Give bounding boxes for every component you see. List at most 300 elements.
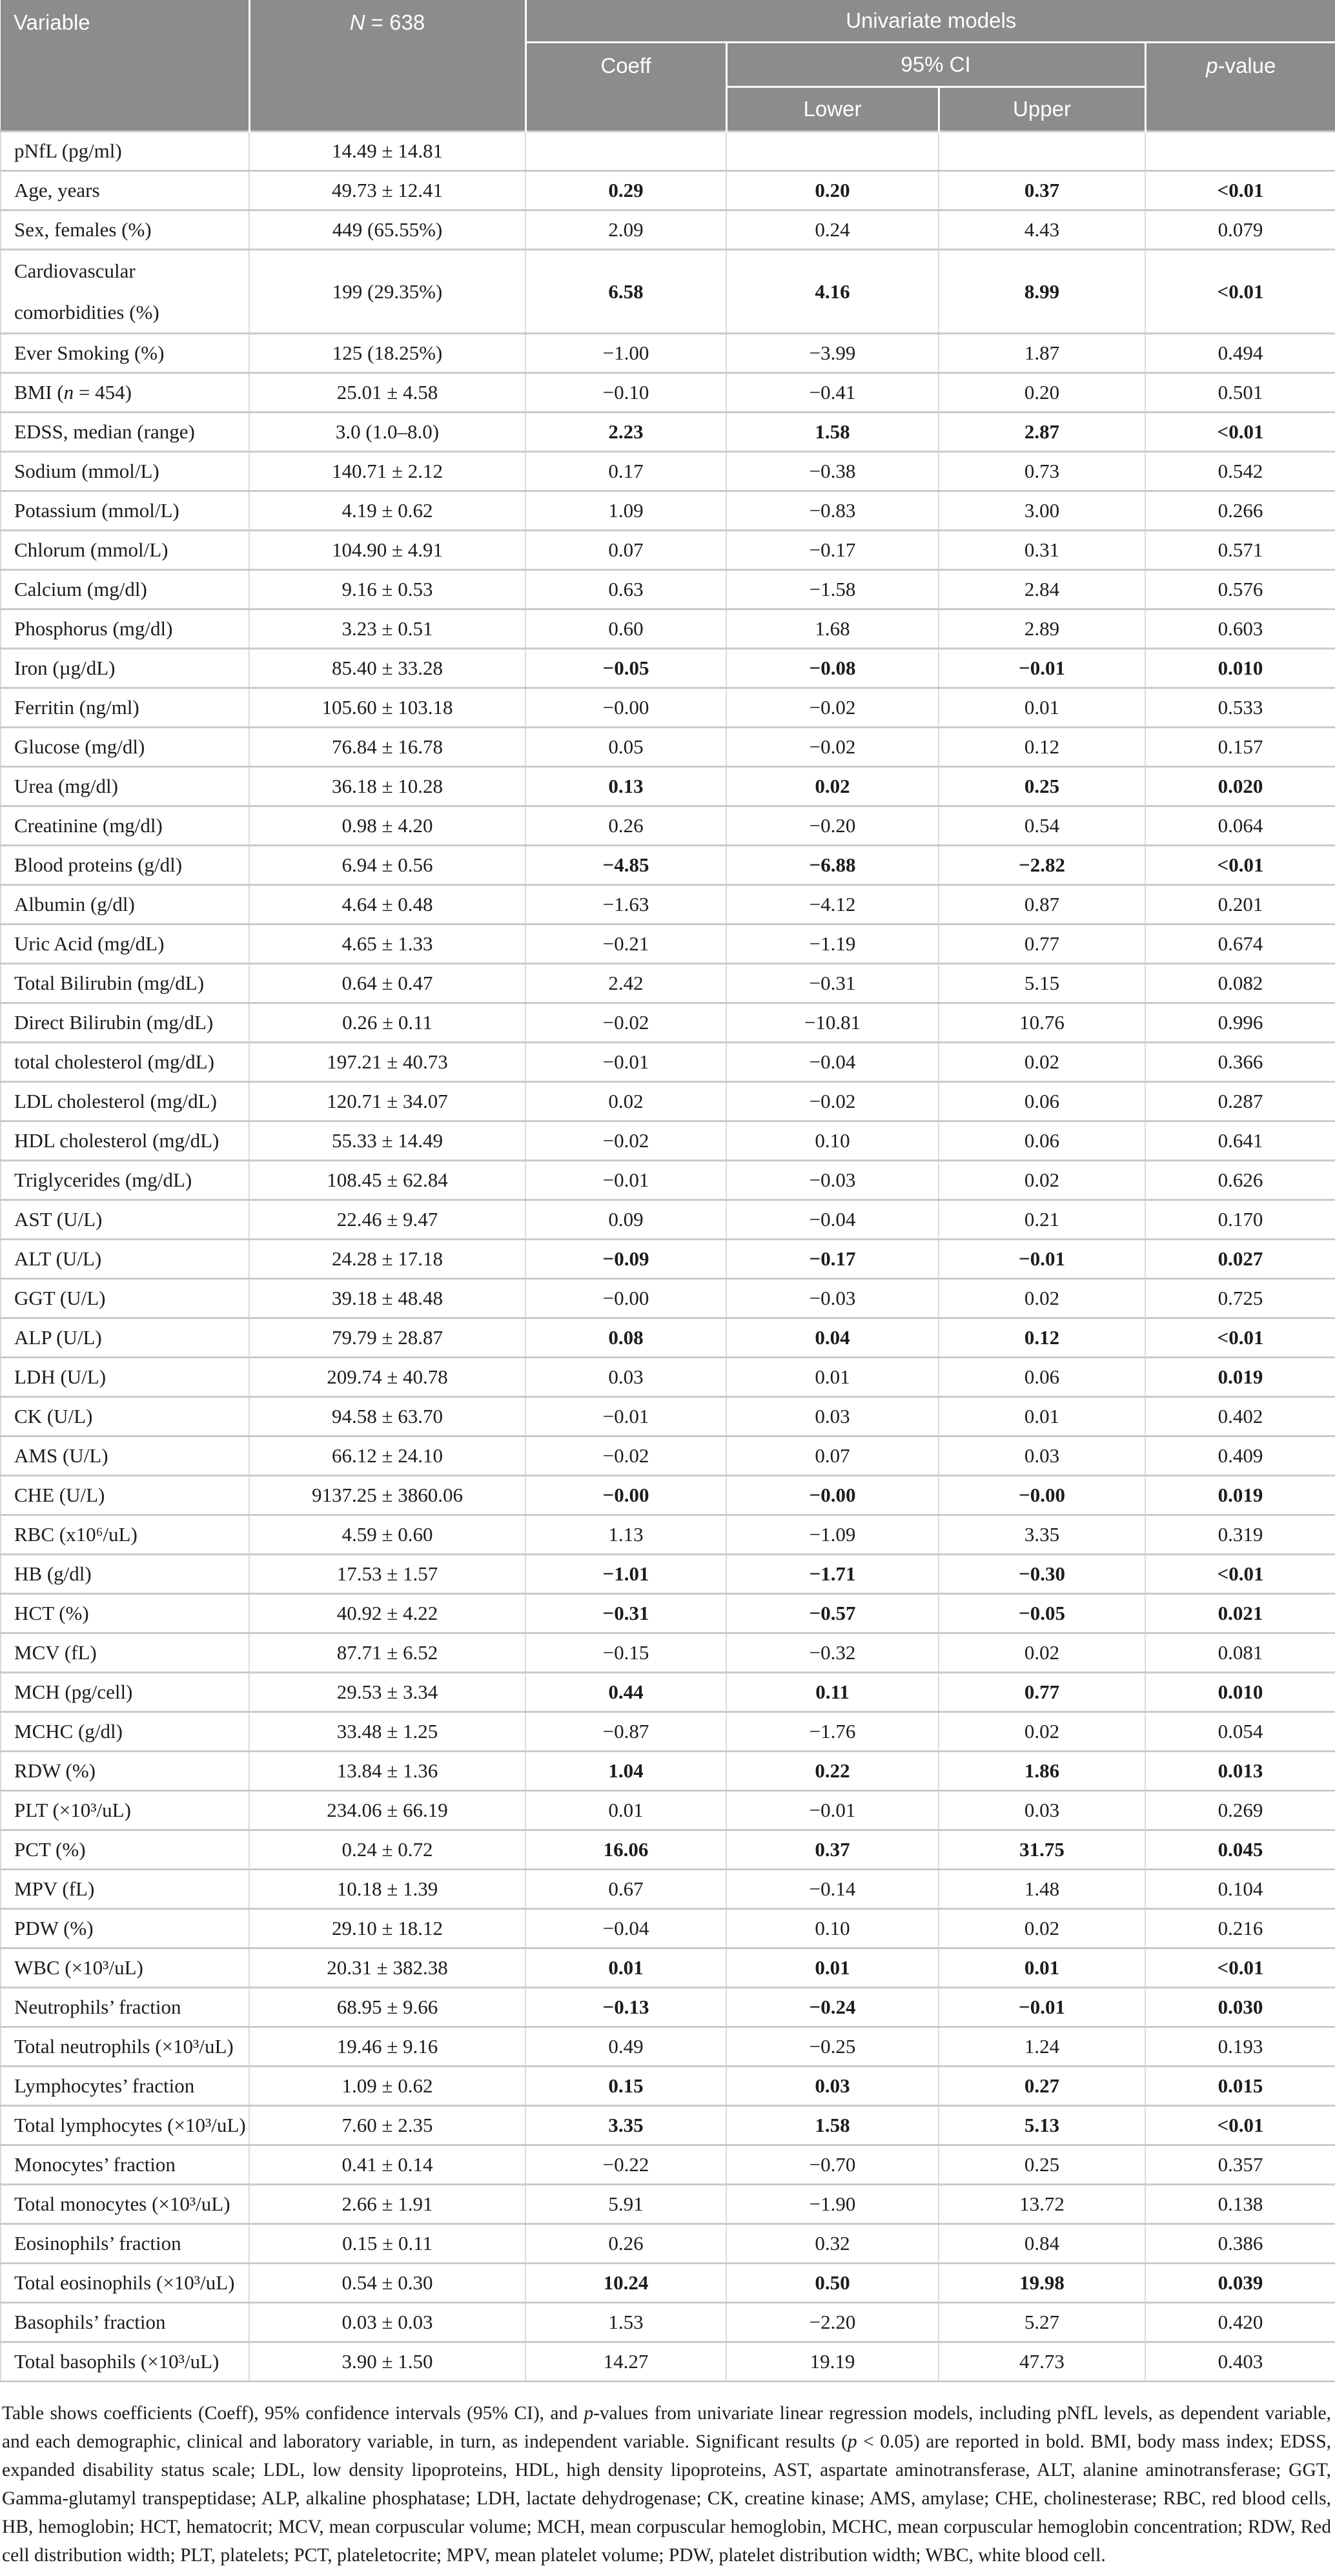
table-row [1,1830,1335,1870]
cell-variable: Total lymphocytes (×10³/uL) [1,2106,249,2145]
cell-variable: Iron (µg/dL) [1,649,249,688]
table-row [1,806,1335,846]
col-header-p-value: p-value [1145,43,1335,132]
cell-p: 0.054 [1145,1712,1335,1752]
cell-upper: −0.01 [939,649,1145,688]
cell-variable: ALT (U/L) [1,1240,249,1279]
cell-p: 0.201 [1145,885,1335,925]
cell-lower: 0.10 [726,1909,939,1948]
cell-p: 0.138 [1145,2185,1335,2224]
cell-p: 0.402 [1145,1397,1335,1436]
cell-variable: GGT (U/L) [1,1279,249,1318]
cell-coeff: 0.01 [525,1791,726,1830]
cell-p: 0.216 [1145,1909,1335,1948]
cell-upper: 0.02 [939,1633,1145,1673]
cell-coeff: 0.29 [525,171,726,210]
cell-lower: 0.50 [726,2264,939,2303]
cell-n: 13.84 ± 1.36 [249,1752,525,1791]
cell-upper: 1.86 [939,1752,1145,1791]
cell-variable: Chlorum (mmol/L) [1,531,249,570]
cell-upper: 1.48 [939,1870,1145,1909]
cell-coeff: 0.01 [525,1948,726,1988]
table-row [1,767,1335,806]
cell-n: 49.73 ± 12.41 [249,171,525,210]
cell-variable: Eosinophils’ fraction [1,2224,249,2264]
cell-coeff: −0.87 [525,1712,726,1752]
cell-variable: Uric Acid (mg/dL) [1,925,249,964]
cell-variable: Total monocytes (×10³/uL) [1,2185,249,2224]
cell-variable: MCHC (g/dl) [1,1712,249,1752]
cell-upper: 0.12 [939,1318,1145,1358]
cell-lower: −4.12 [726,885,939,925]
cell-upper: 0.02 [939,1909,1145,1948]
cell-lower: 0.20 [726,171,939,210]
cell-p: 0.193 [1145,2027,1335,2067]
cell-upper: 0.02 [939,1043,1145,1082]
cell-n: 40.92 ± 4.22 [249,1594,525,1633]
cell-n: 234.06 ± 66.19 [249,1791,525,1830]
table-row [1,2303,1335,2342]
table-row [1,1279,1335,1318]
cell-upper: 0.31 [939,531,1145,570]
cell-upper: 1.87 [939,334,1145,373]
cell-coeff: 0.09 [525,1200,726,1240]
cell-variable: Albumin (g/dl) [1,885,249,925]
cell-p: <0.01 [1145,413,1335,452]
cell-lower: 0.03 [726,1397,939,1436]
cell-upper: 0.06 [939,1121,1145,1161]
cell-p: 0.409 [1145,1436,1335,1476]
cell-lower [726,132,939,171]
cell-lower: −1.19 [726,925,939,964]
table-row [1,1515,1335,1555]
table-row [1,1240,1335,1279]
cell-n: 68.95 ± 9.66 [249,1988,525,2027]
cell-upper: 10.76 [939,1003,1145,1043]
cell-p: <0.01 [1145,250,1335,334]
cell-upper: −0.30 [939,1555,1145,1594]
cell-variable: MPV (fL) [1,1870,249,1909]
cell-n: 209.74 ± 40.78 [249,1358,525,1397]
cell-n: 17.53 ± 1.57 [249,1555,525,1594]
table-row [1,1161,1335,1200]
table-row [1,1121,1335,1161]
cell-upper: 0.03 [939,1436,1145,1476]
cell-n: 4.59 ± 0.60 [249,1515,525,1555]
cell-upper: 0.25 [939,2145,1145,2185]
cell-lower: 0.10 [726,1121,939,1161]
cell-p: 0.064 [1145,806,1335,846]
cell-p: 0.319 [1145,1515,1335,1555]
cell-variable: HCT (%) [1,1594,249,1633]
cell-lower: −0.04 [726,1043,939,1082]
cell-variable: RBC (x10⁶/uL) [1,1515,249,1555]
cell-lower: −0.38 [726,452,939,491]
cell-coeff: 0.13 [525,767,726,806]
cell-n: 87.71 ± 6.52 [249,1633,525,1673]
cell-lower: 1.58 [726,2106,939,2145]
cell-upper: 2.84 [939,570,1145,609]
cell-coeff: −0.01 [525,1161,726,1200]
cell-p: 0.571 [1145,531,1335,570]
cell-upper: 0.84 [939,2224,1145,2264]
table-row [1,132,1335,171]
cell-n: 39.18 ± 48.48 [249,1279,525,1318]
table-row [1,2264,1335,2303]
col-header-95ci: 95% CI [726,43,1145,87]
cell-coeff: 0.07 [525,531,726,570]
cell-lower: 0.37 [726,1830,939,1870]
cell-p: <0.01 [1145,1318,1335,1358]
table-row [1,1082,1335,1121]
cell-n: 79.79 ± 28.87 [249,1318,525,1358]
cell-upper: 0.01 [939,688,1145,728]
cell-variable: Calcium (mg/dl) [1,570,249,609]
cell-upper: 0.01 [939,1397,1145,1436]
cell-variable: Direct Bilirubin (mg/dL) [1,1003,249,1043]
cell-coeff: 0.44 [525,1673,726,1712]
table-row [1,1397,1335,1436]
cell-p: 0.104 [1145,1870,1335,1909]
cell-p: 0.030 [1145,1988,1335,2027]
cell-lower: −1.90 [726,2185,939,2224]
cell-coeff: −0.13 [525,1988,726,2027]
cell-lower: −0.03 [726,1161,939,1200]
cell-n: 3.0 (1.0–8.0) [249,413,525,452]
table-row [1,1712,1335,1752]
table-row [1,171,1335,210]
cell-variable: Neutrophils’ fraction [1,1988,249,2027]
cell-p: 0.626 [1145,1161,1335,1200]
table-row [1,2342,1335,2382]
cell-coeff: −0.21 [525,925,726,964]
cell-coeff: −0.10 [525,373,726,413]
table-row [1,2027,1335,2067]
cell-variable: LDH (U/L) [1,1358,249,1397]
cell-upper: 0.06 [939,1082,1145,1121]
cell-p: 0.010 [1145,649,1335,688]
cell-p: 0.010 [1145,1673,1335,1712]
cell-n: 140.71 ± 2.12 [249,452,525,491]
cell-upper: 0.02 [939,1712,1145,1752]
cell-upper: 0.02 [939,1161,1145,1200]
cell-p: 0.725 [1145,1279,1335,1318]
table-header [1,0,1335,132]
cell-coeff: −0.01 [525,1043,726,1082]
cell-p: 0.021 [1145,1594,1335,1633]
cell-lower: −0.24 [726,1988,939,2027]
cell-n: 29.10 ± 18.12 [249,1909,525,1948]
cell-n: 0.98 ± 4.20 [249,806,525,846]
cell-variable: CK (U/L) [1,1397,249,1436]
cell-coeff: 16.06 [525,1830,726,1870]
cell-lower: 0.11 [726,1673,939,1712]
cell-lower: −0.17 [726,531,939,570]
cell-p: <0.01 [1145,846,1335,885]
table-row [1,688,1335,728]
cell-coeff: −0.05 [525,649,726,688]
cell-variable: HB (g/dl) [1,1555,249,1594]
cell-variable: Ferritin (ng/ml) [1,688,249,728]
cell-p: 0.674 [1145,925,1335,964]
cell-upper [939,132,1145,171]
cell-coeff: 0.63 [525,570,726,609]
cell-p: 0.015 [1145,2067,1335,2106]
col-header-variable: Variable [1,0,249,132]
cell-n: 120.71 ± 34.07 [249,1082,525,1121]
cell-n: 6.94 ± 0.56 [249,846,525,885]
cell-lower: −0.32 [726,1633,939,1673]
cell-n: 2.66 ± 1.91 [249,2185,525,2224]
cell-coeff: −1.63 [525,885,726,925]
table-row [1,846,1335,885]
cell-coeff: −0.09 [525,1240,726,1279]
cell-p: 0.079 [1145,210,1335,250]
cell-p: 0.641 [1145,1121,1335,1161]
cell-lower: −0.08 [726,649,939,688]
table-row [1,250,1335,334]
table-row [1,334,1335,373]
cell-coeff: 0.08 [525,1318,726,1358]
cell-variable: Triglycerides (mg/dL) [1,1161,249,1200]
cell-upper: 0.25 [939,767,1145,806]
table-row [1,413,1335,452]
cell-lower: −0.83 [726,491,939,531]
table-row [1,1003,1335,1043]
cell-coeff: −0.00 [525,1279,726,1318]
cell-coeff [525,132,726,171]
cell-variable: MCV (fL) [1,1633,249,1673]
cell-lower: 4.16 [726,250,939,334]
cell-coeff: 2.09 [525,210,726,250]
cell-coeff: 0.67 [525,1870,726,1909]
cell-variable: PDW (%) [1,1909,249,1948]
cell-coeff: −4.85 [525,846,726,885]
table-row [1,1318,1335,1358]
cell-p: 0.082 [1145,964,1335,1003]
table-row [1,1870,1335,1909]
cell-p: 0.403 [1145,2342,1335,2382]
cell-n: 76.84 ± 16.78 [249,728,525,767]
cell-n: 0.03 ± 0.03 [249,2303,525,2342]
cell-p: 0.366 [1145,1043,1335,1082]
cell-upper: 8.99 [939,250,1145,334]
table-row [1,609,1335,649]
table-row [1,1476,1335,1515]
cell-n: 9137.25 ± 3860.06 [249,1476,525,1515]
cell-lower: −0.25 [726,2027,939,2067]
cell-lower: −0.02 [726,688,939,728]
cell-variable: PCT (%) [1,1830,249,1870]
table-row [1,1555,1335,1594]
cell-p: 0.157 [1145,728,1335,767]
cell-lower: −6.88 [726,846,939,885]
col-header-group-univariate-models: Univariate models [525,0,1335,43]
cell-upper: 0.54 [939,806,1145,846]
cell-coeff: 0.26 [525,2224,726,2264]
cell-n: 0.54 ± 0.30 [249,2264,525,2303]
cell-coeff: −0.02 [525,1003,726,1043]
cell-variable: LDL cholesterol (mg/dL) [1,1082,249,1121]
cell-p: 0.027 [1145,1240,1335,1279]
cell-lower: −0.04 [726,1200,939,1240]
cell-coeff: −0.00 [525,688,726,728]
cell-lower: 0.04 [726,1318,939,1358]
cell-variable: Total Bilirubin (mg/dL) [1,964,249,1003]
cell-coeff: 0.49 [525,2027,726,2067]
cell-lower: −0.41 [726,373,939,413]
cell-variable: Glucose (mg/dl) [1,728,249,767]
cell-coeff: −0.15 [525,1633,726,1673]
table-row [1,1791,1335,1830]
cell-upper: 0.03 [939,1791,1145,1830]
cell-n: 14.49 ± 14.81 [249,132,525,171]
cell-coeff: 0.15 [525,2067,726,2106]
cell-p: 0.533 [1145,688,1335,728]
cell-variable: Monocytes’ fraction [1,2145,249,2185]
cell-variable: ALP (U/L) [1,1318,249,1358]
cell-variable: Age, years [1,171,249,210]
cell-variable: Basophils’ fraction [1,2303,249,2342]
cell-upper: 47.73 [939,2342,1145,2382]
cell-lower: 19.19 [726,2342,939,2382]
cell-p: 0.420 [1145,2303,1335,2342]
table-row [1,964,1335,1003]
cell-n: 1.09 ± 0.62 [249,2067,525,2106]
cell-coeff: 0.02 [525,1082,726,1121]
table-row [1,2145,1335,2185]
cell-lower: −1.58 [726,570,939,609]
cell-coeff: 1.09 [525,491,726,531]
cell-lower: 0.01 [726,1948,939,1988]
table-row [1,1436,1335,1476]
cell-lower: 0.07 [726,1436,939,1476]
table-row [1,373,1335,413]
cell-upper: 0.73 [939,452,1145,491]
cell-p: 0.501 [1145,373,1335,413]
table-row [1,2106,1335,2145]
cell-variable: Potassium (mmol/L) [1,491,249,531]
cell-n: 66.12 ± 24.10 [249,1436,525,1476]
cell-variable: Urea (mg/dl) [1,767,249,806]
cell-n: 4.64 ± 0.48 [249,885,525,925]
cell-coeff: −0.02 [525,1121,726,1161]
cell-lower: 1.68 [726,609,939,649]
table-row [1,925,1335,964]
table-row [1,649,1335,688]
cell-coeff: 0.60 [525,609,726,649]
cell-p: <0.01 [1145,1948,1335,1988]
cell-upper: 2.89 [939,609,1145,649]
cell-lower: −1.09 [726,1515,939,1555]
cell-upper: −0.05 [939,1594,1145,1633]
cell-upper: 2.87 [939,413,1145,452]
cell-upper: 0.02 [939,1279,1145,1318]
cell-p: 0.045 [1145,1830,1335,1870]
cell-coeff: 3.35 [525,2106,726,2145]
cell-p: 0.357 [1145,2145,1335,2185]
cell-coeff: 1.04 [525,1752,726,1791]
cell-variable: Blood proteins (g/dl) [1,846,249,885]
table-row [1,2185,1335,2224]
cell-lower: 0.22 [726,1752,939,1791]
cell-coeff: −0.00 [525,1476,726,1515]
cell-p: 0.287 [1145,1082,1335,1121]
table-row [1,1909,1335,1948]
cell-variable: pNfL (pg/ml) [1,132,249,171]
cell-variable: Creatinine (mg/dl) [1,806,249,846]
cell-p: <0.01 [1145,2106,1335,2145]
col-header-coeff: Coeff [525,43,726,132]
cell-n: 0.41 ± 0.14 [249,2145,525,2185]
cell-n: 3.90 ± 1.50 [249,2342,525,2382]
cell-variable: WBC (×10³/uL) [1,1948,249,1988]
cell-upper: 4.43 [939,210,1145,250]
cell-p: 0.039 [1145,2264,1335,2303]
cell-n: 449 (65.55%) [249,210,525,250]
cell-p: 0.013 [1145,1752,1335,1791]
cell-upper: 0.06 [939,1358,1145,1397]
cell-p: 0.494 [1145,334,1335,373]
cell-n: 3.23 ± 0.51 [249,609,525,649]
table-row [1,885,1335,925]
cell-lower: −0.14 [726,1870,939,1909]
cell-p: 0.170 [1145,1200,1335,1240]
cell-coeff: −1.01 [525,1555,726,1594]
table-row [1,1988,1335,2027]
cell-upper: 5.13 [939,2106,1145,2145]
cell-n: 10.18 ± 1.39 [249,1870,525,1909]
cell-variable: AST (U/L) [1,1200,249,1240]
cell-p: 0.266 [1145,491,1335,531]
cell-lower: −1.71 [726,1555,939,1594]
cell-variable: HDL cholesterol (mg/dL) [1,1121,249,1161]
cell-n: 7.60 ± 2.35 [249,2106,525,2145]
cell-n: 33.48 ± 1.25 [249,1712,525,1752]
cell-coeff: 2.42 [525,964,726,1003]
cell-n: 29.53 ± 3.34 [249,1673,525,1712]
cell-n: 105.60 ± 103.18 [249,688,525,728]
cell-upper: 3.35 [939,1515,1145,1555]
cell-coeff: −0.31 [525,1594,726,1633]
cell-upper: 31.75 [939,1830,1145,1870]
cell-variable: Phosphorus (mg/dl) [1,609,249,649]
cell-p: <0.01 [1145,1555,1335,1594]
cell-n: 0.15 ± 0.11 [249,2224,525,2264]
cell-lower: −0.57 [726,1594,939,1633]
cell-coeff: 0.05 [525,728,726,767]
cell-p: 0.386 [1145,2224,1335,2264]
cell-n: 0.24 ± 0.72 [249,1830,525,1870]
cell-p [1145,132,1335,171]
cell-upper: 0.77 [939,925,1145,964]
table-row [1,1752,1335,1791]
cell-variable: total cholesterol (mg/dL) [1,1043,249,1082]
col-header-lower: Lower [726,87,939,132]
cell-lower: −0.02 [726,1082,939,1121]
cell-n: 0.26 ± 0.11 [249,1003,525,1043]
cell-p: 0.019 [1145,1358,1335,1397]
cell-coeff: −0.01 [525,1397,726,1436]
cell-upper: −0.01 [939,1988,1145,2027]
table-row [1,1200,1335,1240]
cell-upper: 3.00 [939,491,1145,531]
cell-coeff: −0.22 [525,2145,726,2185]
cell-lower: −0.17 [726,1240,939,1279]
cell-coeff: 1.13 [525,1515,726,1555]
cell-lower: −0.31 [726,964,939,1003]
cell-upper: 0.01 [939,1948,1145,1988]
